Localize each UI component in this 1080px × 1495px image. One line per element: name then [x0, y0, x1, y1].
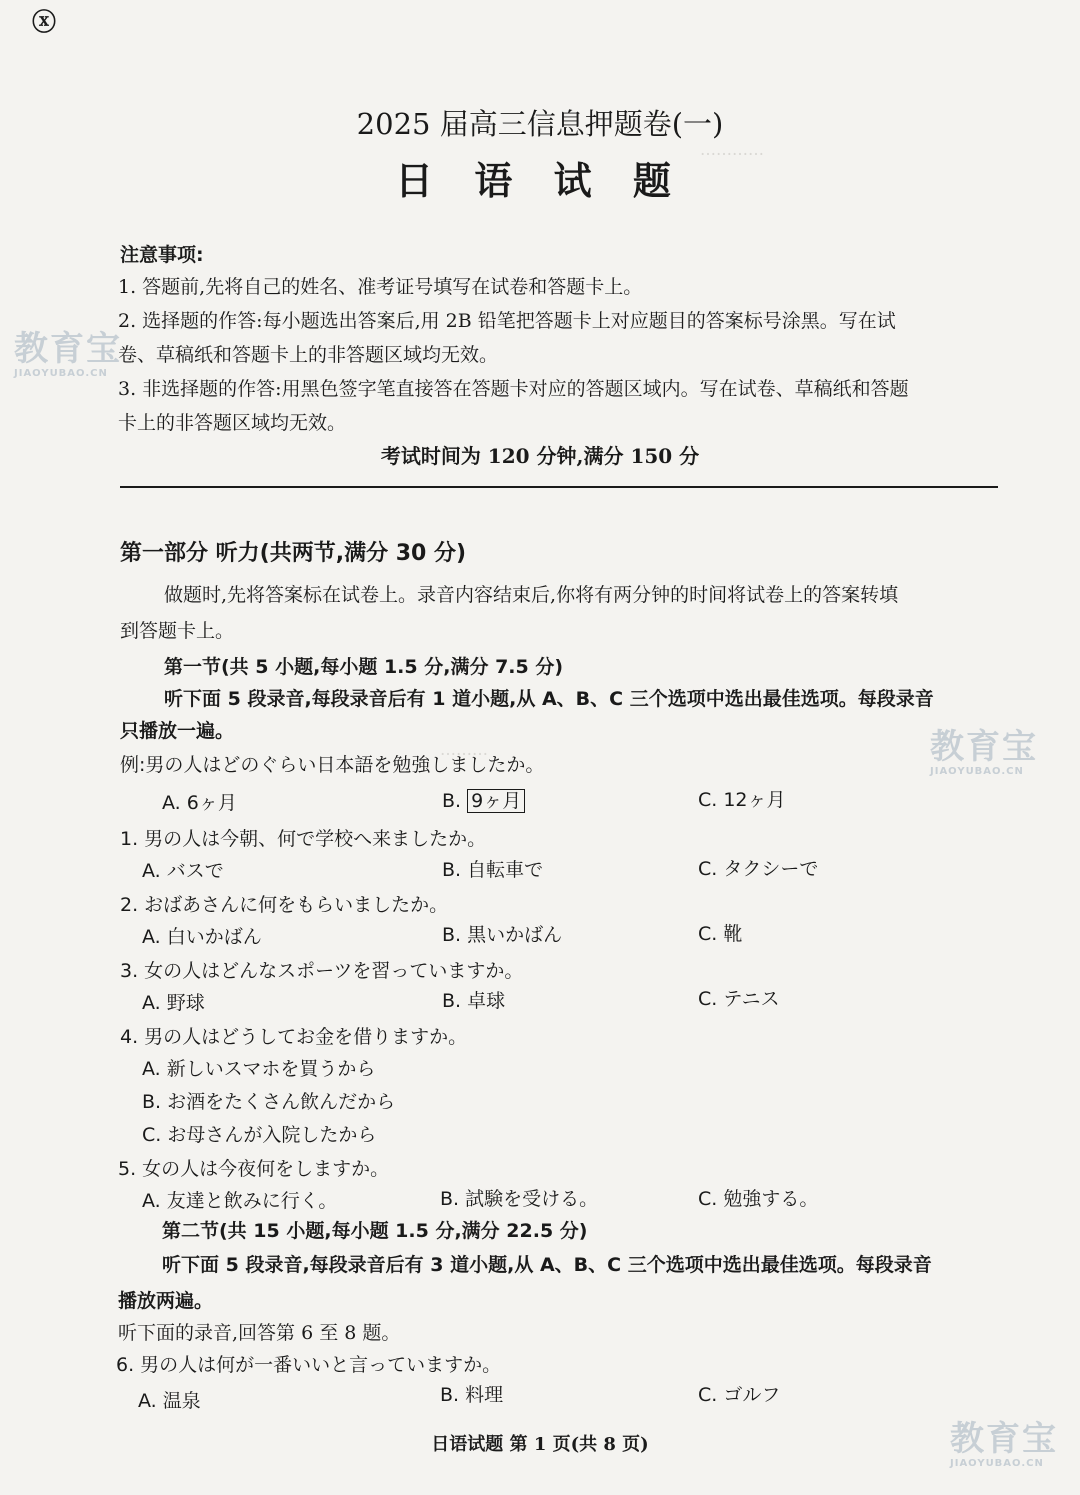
notice-line: 卷、草稿纸和答题卡上的非答题区域均无效。 [118, 344, 499, 366]
watermark-logo: 教育宝 JIAOYUBAO.CN [14, 329, 122, 379]
option-a: A. 新しいスマホを買うから [142, 1058, 376, 1080]
section-heading: 第一节(共 5 小题,每小题 1.5 分,满分 7.5 分) [164, 656, 564, 678]
bleed-through: ……… [440, 740, 488, 759]
option-a: A. 友達と飲みに行く。 [142, 1190, 338, 1212]
section-instruction: 听下面 5 段录音,每段录音后有 1 道小题,从 A、B、C 三个选项中选出最佳选项。每段录音 [164, 688, 934, 710]
divider [120, 486, 998, 488]
option-c: C. お母さんが入院したから [142, 1124, 377, 1146]
notice-line: 3. 非选择题的作答:用黑色签字笔直接答在答题卡对应的答题区域内。写在试卷、草稿纸和答题 [118, 378, 909, 400]
option-b: B. 卓球 [442, 990, 506, 1012]
group-intro: 听下面的录音,回答第 6 至 8 题。 [118, 1322, 401, 1344]
intro-line: 到答题卡上。 [120, 620, 235, 642]
option-a: A. 野球 [142, 992, 205, 1014]
option-c: C. 靴 [698, 923, 743, 945]
section-heading: 第二节(共 15 小题,每小题 1.5 分,满分 22.5 分) [162, 1220, 588, 1242]
part-heading: 第一部分 听力(共两节,满分 30 分) [120, 541, 467, 566]
bleed-through: ………… [700, 140, 764, 159]
section-instruction: 只播放一遍。 [120, 720, 235, 742]
option-c: C. タクシーで [698, 858, 819, 880]
option-b: B. 料理 [440, 1384, 504, 1406]
option-c: C. ゴルフ [698, 1384, 781, 1406]
section-instruction: 播放两遍。 [118, 1290, 214, 1312]
exam-time: 考试时间为 120 分钟,满分 150 分 [380, 444, 700, 468]
question: 5. 女の人は今夜何をしますか。 [118, 1158, 390, 1180]
option-b: B. 黒いかばん [442, 924, 563, 946]
option-b: B. 9ヶ月 [442, 786, 525, 813]
exam-title: 2025 届高三信息押题卷(一) [356, 107, 724, 141]
option-a: A. 白いかばん [142, 926, 262, 948]
option-a: A. バスで [142, 860, 224, 882]
notice-line: 2. 选择题的作答:每小题选出答案后,用 2B 铅笔把答题卡上对应题目的答案标号涂黑。写在试 [118, 310, 896, 332]
option-b: B. 自転車で [442, 859, 544, 881]
question: 2. おばあさんに何をもらいましたか。 [120, 894, 449, 916]
subject-title: 日 语 试 题 [395, 159, 685, 203]
option-c: C. 勉強する。 [698, 1188, 819, 1210]
option-a: A. 6ヶ月 [162, 792, 237, 814]
question: 3. 女の人はどんなスポーツを習っていますか。 [120, 960, 524, 982]
option-b: B. 試験を受ける。 [440, 1188, 599, 1210]
watermark-logo: 教育宝 JIAOYUBAO.CN [950, 1419, 1058, 1469]
example-question: 例:男の人はどのぐらい日本語を勉強しましたか。 [120, 754, 545, 776]
option-a: A. 温泉 [138, 1390, 201, 1412]
notice-line: 卡上的非答题区域均无效。 [118, 412, 347, 434]
question: 4. 男の人はどうしてお金を借りますか。 [120, 1026, 468, 1048]
watermark-logo: 教育宝 JIAOYUBAO.CN [930, 727, 1038, 777]
section-instruction: 听下面 5 段录音,每段录音后有 3 道小题,从 A、B、C 三个选项中选出最佳选项。每段录音 [162, 1254, 932, 1276]
question: 1. 男の人は今朝、何で学校へ来ましたか。 [120, 828, 487, 850]
option-c: C. テニス [698, 988, 780, 1010]
intro-line: 做题时,先将答案标在试卷上。录音内容结束后,你将有两分钟的时间将试卷上的答案转填 [164, 584, 899, 606]
notice-line: 1. 答题前,先将自己的姓名、准考证号填写在试卷和答题卡上。 [118, 276, 643, 298]
option-c: C. 12ヶ月 [698, 789, 786, 811]
page-footer: 日语试题 第 1 页(共 8 页) [431, 1434, 649, 1455]
x-mark-icon: ⓧ [32, 7, 56, 36]
example-answer-box: 9ヶ月 [467, 789, 525, 813]
notice-heading: 注意事项: [120, 244, 204, 266]
option-b: B. お酒をたくさん飲んだから [142, 1091, 396, 1113]
question: 6. 男の人は何が一番いいと言っていますか。 [116, 1354, 502, 1376]
